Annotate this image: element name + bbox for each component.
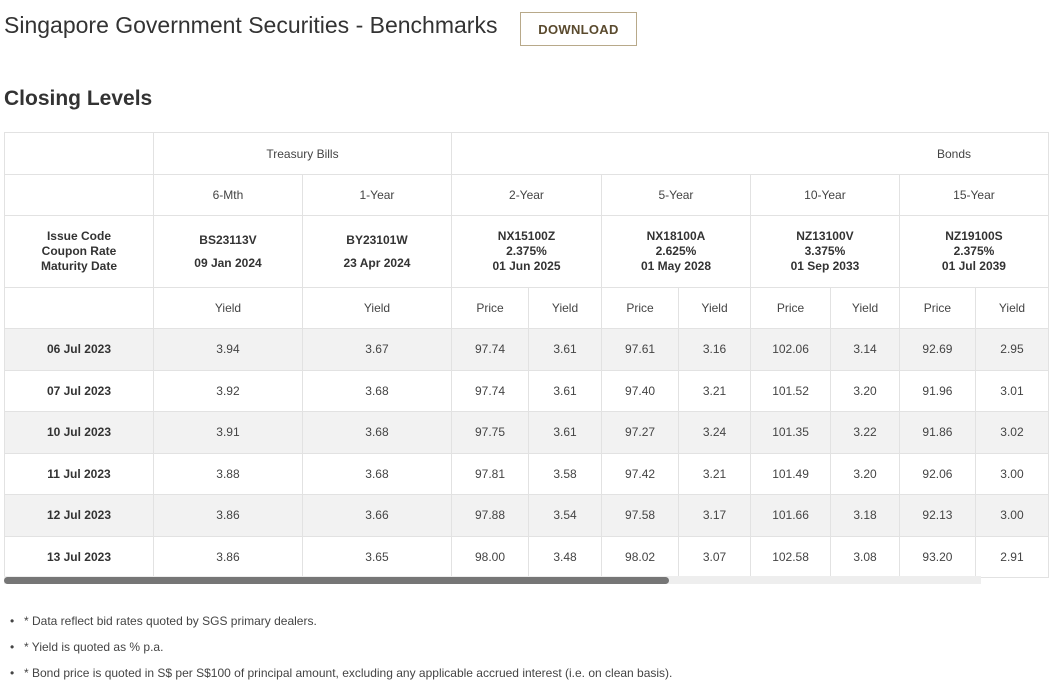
coupon-rate: 2.375% bbox=[953, 244, 995, 258]
table-cell: 3.61 bbox=[529, 370, 602, 412]
coupon-rate: 2.625% bbox=[655, 244, 697, 258]
table-cell: 3.65 bbox=[302, 536, 451, 578]
footnote: • * Yield is quoted as % p.a. bbox=[10, 638, 672, 664]
row-date: 13 Jul 2023 bbox=[5, 536, 154, 578]
benchmarks-table bbox=[4, 132, 1049, 578]
table-cell: 3.18 bbox=[831, 495, 900, 537]
table-cell: 3.88 bbox=[153, 453, 302, 495]
maturity-date: 01 May 2028 bbox=[640, 259, 711, 273]
row-date: 12 Jul 2023 bbox=[5, 495, 154, 537]
coupon-rate-label: Coupon Rate bbox=[41, 244, 117, 258]
tenor-header: 15-Year bbox=[899, 175, 1048, 216]
tenor-header: 1-Year bbox=[302, 175, 451, 216]
table-cell: 3.61 bbox=[529, 329, 602, 371]
table-row bbox=[5, 329, 1049, 371]
issue-code: BS23113V bbox=[199, 232, 257, 247]
row-date: 10 Jul 2023 bbox=[5, 412, 154, 454]
table-cell: 97.81 bbox=[451, 453, 528, 495]
tenor-header: 10-Year bbox=[750, 175, 899, 216]
table-row bbox=[5, 370, 1049, 412]
column-label: Yield bbox=[529, 288, 602, 329]
table-cell: 3.66 bbox=[302, 495, 451, 537]
issue-info bbox=[451, 216, 601, 288]
page-title: Singapore Government Securities - Benchmarks bbox=[4, 12, 498, 38]
maturity-date: 23 Apr 2024 bbox=[343, 255, 411, 270]
issue-code: BY23101W bbox=[346, 232, 408, 247]
maturity-date: 01 Jul 2039 bbox=[941, 259, 1006, 273]
table-cell: 3.91 bbox=[153, 412, 302, 454]
table-row bbox=[5, 536, 1049, 578]
tenor-header: 5-Year bbox=[601, 175, 750, 216]
issue-info bbox=[601, 216, 750, 288]
maturity-date: 01 Sep 2033 bbox=[790, 259, 860, 273]
table-cell: 3.24 bbox=[679, 412, 751, 454]
maturity-date-label: Maturity Date bbox=[40, 259, 117, 273]
table-cell: 3.58 bbox=[529, 453, 602, 495]
column-label: Price bbox=[899, 288, 975, 329]
table-cell: 2.95 bbox=[975, 329, 1048, 371]
table-cell: 98.02 bbox=[601, 536, 678, 578]
table-cell: 97.74 bbox=[451, 370, 528, 412]
table-cell: 3.21 bbox=[679, 370, 751, 412]
table-cell: 3.67 bbox=[302, 329, 451, 371]
table-cell: 3.08 bbox=[831, 536, 900, 578]
table-cell: 91.86 bbox=[899, 412, 975, 454]
table-cell: 93.20 bbox=[899, 536, 975, 578]
table-cell: 92.69 bbox=[899, 329, 975, 371]
table-cell: 101.52 bbox=[750, 370, 830, 412]
issue-info bbox=[750, 216, 899, 288]
table-cell: 3.00 bbox=[975, 453, 1048, 495]
label-corner bbox=[5, 288, 154, 329]
column-label: Price bbox=[601, 288, 678, 329]
table-cell: 101.49 bbox=[750, 453, 830, 495]
table-cell: 3.61 bbox=[529, 412, 602, 454]
table-cell: 3.21 bbox=[679, 453, 751, 495]
tenor-header: 2-Year bbox=[451, 175, 601, 216]
table-cell: 97.42 bbox=[601, 453, 678, 495]
table-cell: 3.68 bbox=[302, 412, 451, 454]
table-cell: 3.22 bbox=[831, 412, 900, 454]
table-cell: 97.74 bbox=[451, 329, 528, 371]
table-cell: 3.16 bbox=[679, 329, 751, 371]
group-bonds: Bonds bbox=[451, 133, 1048, 175]
table-cell: 3.07 bbox=[679, 536, 751, 578]
issue-code-label: Issue Code bbox=[46, 229, 111, 243]
table-cell: 3.00 bbox=[975, 495, 1048, 537]
table-cell: 97.27 bbox=[601, 412, 678, 454]
benchmarks-table-container[interactable] bbox=[4, 132, 1026, 586]
coupon-rate: 2.375% bbox=[506, 244, 547, 258]
table-cell: 102.58 bbox=[750, 536, 830, 578]
table-cell: 97.61 bbox=[601, 329, 678, 371]
table-cell: 3.20 bbox=[831, 370, 900, 412]
column-label: Yield bbox=[831, 288, 900, 329]
horizontal-scrollbar-thumb[interactable] bbox=[4, 577, 669, 584]
table-cell: 3.68 bbox=[302, 453, 451, 495]
issue-row-header bbox=[5, 216, 154, 288]
footnote: • * Bond price is quoted in S$ per S$100 of principal amount, excluding any applicable accrued interest (i.e. on clean basis). bbox=[10, 664, 672, 690]
table-cell: 3.92 bbox=[153, 370, 302, 412]
footnote: • * Data reflect bid rates quoted by SGS primary dealers. bbox=[10, 612, 672, 638]
table-cell: 3.17 bbox=[679, 495, 751, 537]
table-cell: 3.94 bbox=[153, 329, 302, 371]
issue-code: NZ13100V bbox=[796, 229, 854, 243]
download-button[interactable]: DOWNLOAD bbox=[520, 12, 637, 46]
table-cell: 3.68 bbox=[302, 370, 451, 412]
maturity-date: 01 Jun 2025 bbox=[492, 259, 561, 273]
table-cell: 3.86 bbox=[153, 495, 302, 537]
column-label: Price bbox=[451, 288, 528, 329]
table-cell: 2.91 bbox=[975, 536, 1048, 578]
table-cell: 97.40 bbox=[601, 370, 678, 412]
table-cell: 3.54 bbox=[529, 495, 602, 537]
tenor-corner bbox=[5, 175, 154, 216]
table-cell: 101.66 bbox=[750, 495, 830, 537]
issue-code: NX15100Z bbox=[497, 229, 556, 243]
group-treasury-bills: Treasury Bills bbox=[153, 133, 451, 175]
table-cell: 3.20 bbox=[831, 453, 900, 495]
table-cell: 97.88 bbox=[451, 495, 528, 537]
issue-info bbox=[302, 216, 451, 288]
issue-info bbox=[899, 216, 1048, 288]
table-row bbox=[5, 495, 1049, 537]
issue-code: NZ19100S bbox=[945, 229, 1003, 243]
row-date: 11 Jul 2023 bbox=[5, 453, 154, 495]
table-cell: 3.02 bbox=[975, 412, 1048, 454]
table-cell: 92.06 bbox=[899, 453, 975, 495]
table-row bbox=[5, 412, 1049, 454]
table-cell: 3.14 bbox=[831, 329, 900, 371]
table-cell: 3.48 bbox=[529, 536, 602, 578]
maturity-date: 09 Jan 2024 bbox=[194, 255, 262, 270]
table-cell: 97.75 bbox=[451, 412, 528, 454]
table-cell: 97.58 bbox=[601, 495, 678, 537]
table-cell: 3.01 bbox=[975, 370, 1048, 412]
section-title: Closing Levels bbox=[4, 87, 153, 110]
column-label: Price bbox=[750, 288, 830, 329]
issue-code: NX18100A bbox=[646, 229, 706, 243]
table-cell: 91.96 bbox=[899, 370, 975, 412]
tenor-header: 6-Mth bbox=[153, 175, 302, 216]
table-cell: 102.06 bbox=[750, 329, 830, 371]
table-cell: 101.35 bbox=[750, 412, 830, 454]
corner-cell bbox=[5, 133, 154, 175]
column-label: Yield bbox=[302, 288, 451, 329]
footnotes-list bbox=[10, 612, 672, 690]
column-label: Yield bbox=[679, 288, 751, 329]
table-cell: 98.00 bbox=[451, 536, 528, 578]
coupon-rate: 3.375% bbox=[804, 244, 846, 258]
row-date: 06 Jul 2023 bbox=[5, 329, 154, 371]
column-label: Yield bbox=[153, 288, 302, 329]
row-date: 07 Jul 2023 bbox=[5, 370, 154, 412]
table-cell: 92.13 bbox=[899, 495, 975, 537]
table-cell: 3.86 bbox=[153, 536, 302, 578]
column-label: Yield bbox=[975, 288, 1048, 329]
table-row bbox=[5, 453, 1049, 495]
issue-info bbox=[153, 216, 302, 288]
